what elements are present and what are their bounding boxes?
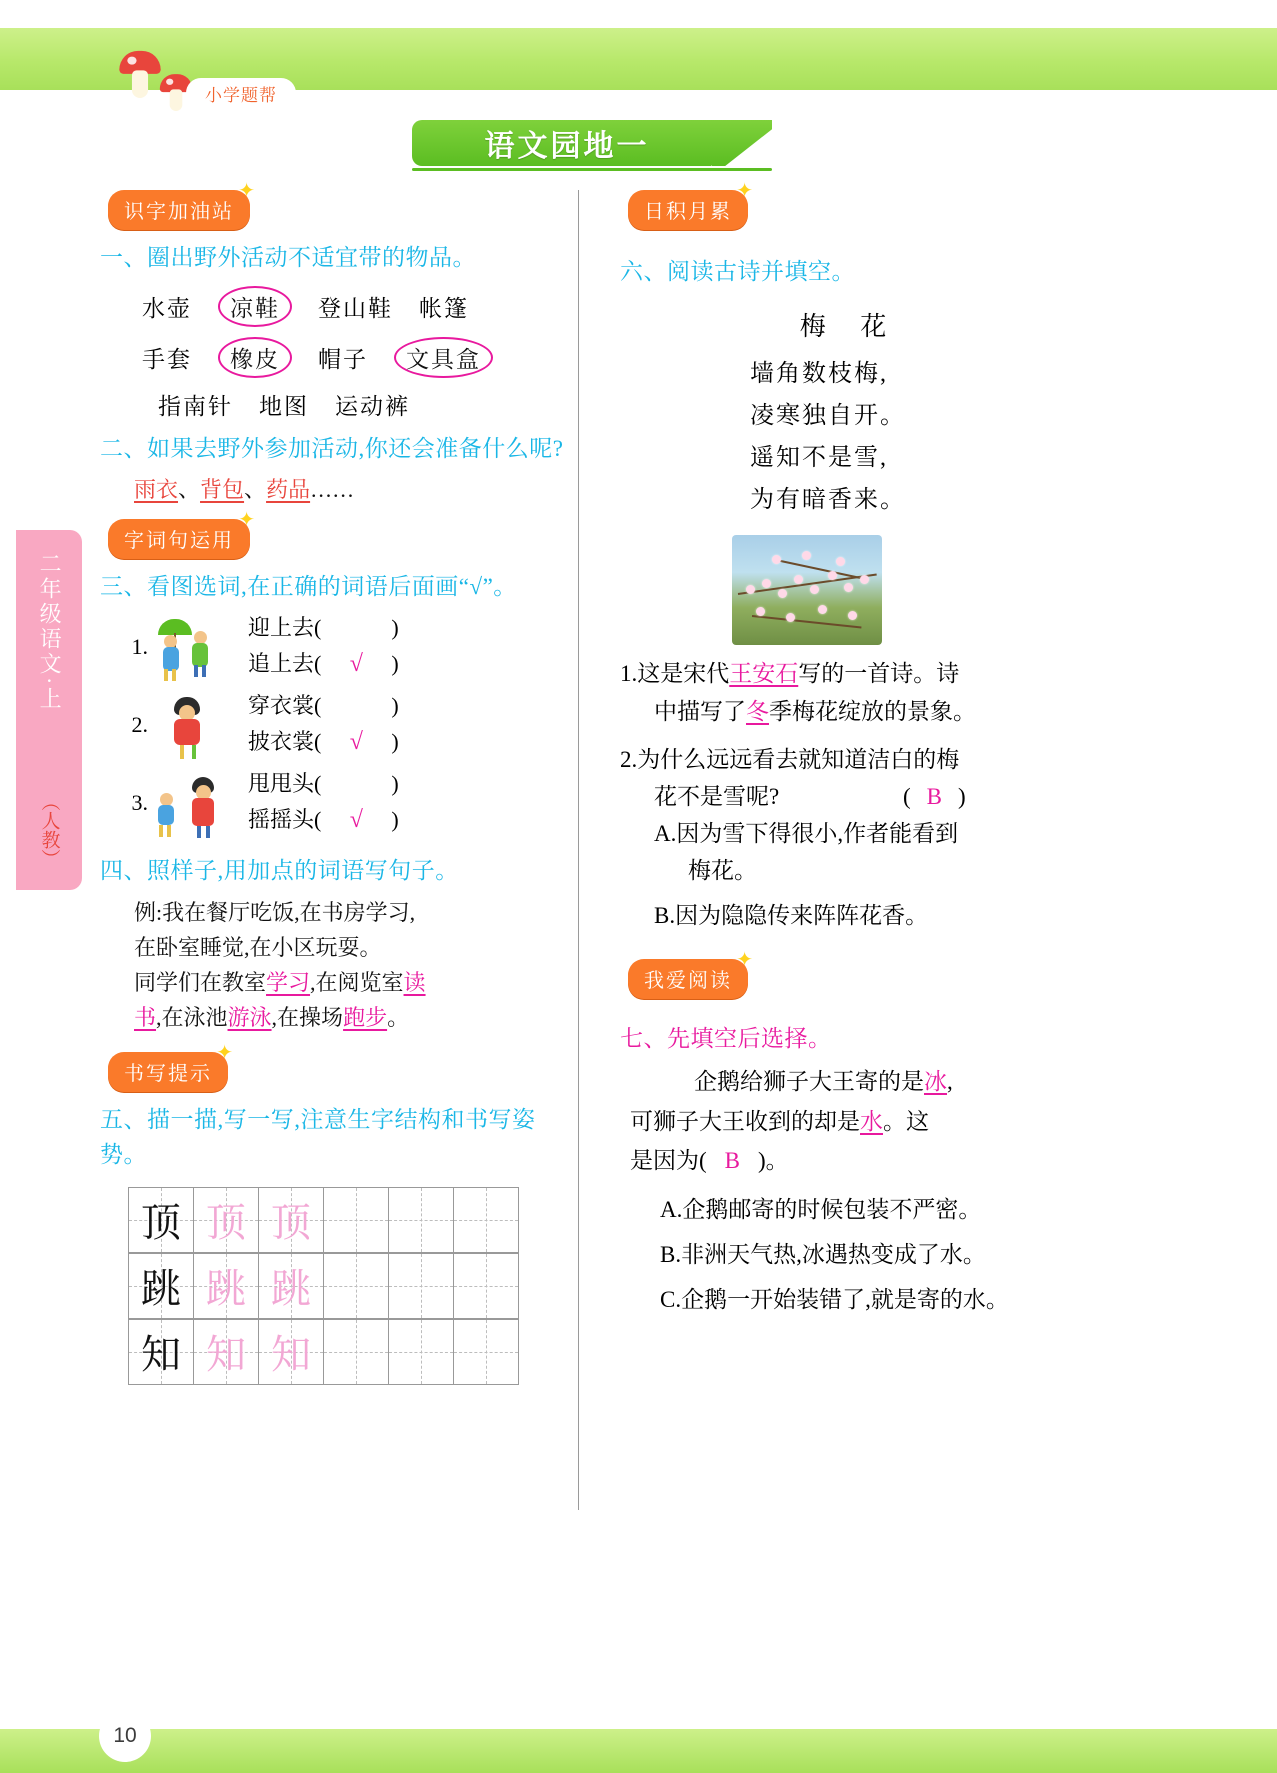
answer-text: ,在泳池 — [156, 1005, 228, 1031]
illustration-girl-coat — [154, 689, 230, 761]
item-text: 花不是雪呢? — [654, 784, 780, 810]
poem-line: 凌寒独自开。 — [750, 402, 906, 429]
grid-cell-traced — [258, 1253, 324, 1319]
star-icon: ✦ — [736, 180, 755, 202]
pick-option-close: ) — [391, 693, 399, 719]
question-4-example-line-2: 在卧室睡觉,在小区玩耍。 — [134, 934, 382, 960]
pick-option-text: 追上去( — [248, 650, 322, 676]
separator: 、 — [244, 477, 267, 503]
poem-title: 梅 花 — [799, 311, 901, 341]
item-text: 为什么远远看去就知道洁白的梅 — [637, 746, 960, 772]
word-row-1 — [142, 286, 570, 327]
answer-word: 学习 — [266, 970, 311, 996]
poem-line: 为有暗香来。 — [750, 486, 906, 513]
item-text-line-2 — [654, 778, 1080, 816]
word-item-circled: 文具盒 — [394, 337, 493, 378]
question-6-option-b — [654, 898, 1080, 935]
paragraph-text: 企鹅给狮子大王寄的是 — [694, 1069, 924, 1095]
poem-line: 遥知不是雪, — [750, 444, 888, 471]
question-7-option-b: B.非洲天气热,冰遇热变成了水。 — [660, 1241, 986, 1267]
mushroom-icon — [119, 51, 160, 99]
answer-word: 药品 — [266, 477, 311, 503]
section-pill-usage — [108, 509, 570, 559]
star-icon: ✦ — [238, 180, 257, 202]
section-pill-accumulate — [628, 180, 1080, 230]
grid-cell-empty[interactable] — [453, 1253, 519, 1319]
pick-option-tick: √ — [349, 650, 363, 677]
handwriting-grid — [128, 1187, 528, 1385]
item-text-line-2 — [654, 693, 1080, 731]
side-tab-grade: 二年级语文·上 — [37, 552, 63, 713]
question-6-item-1 — [620, 655, 1080, 731]
answer-word: 跑步 — [343, 1005, 388, 1031]
pick-item-number: 2. — [131, 712, 148, 738]
question-6-item-2 — [620, 741, 1080, 817]
grid-cell-traced — [258, 1319, 324, 1385]
option-text: 因为雪下得很小,作者能看到 — [676, 821, 959, 847]
plum-blossom-photo — [732, 535, 882, 645]
pick-option-text: 披衣裳( — [248, 728, 322, 754]
grid-char: 跳 — [271, 1266, 311, 1312]
answer-ellipsis: …… — [310, 477, 355, 503]
pick-option — [248, 611, 399, 645]
section-pill-label: 日积月累 — [644, 201, 732, 223]
pick-option-close: ) — [391, 771, 399, 797]
pick-option-tick: √ — [349, 806, 363, 833]
right-column — [620, 180, 1080, 1319]
footer-band — [0, 1729, 1277, 1773]
item-text: 季梅花绽放的景象。 — [769, 698, 976, 724]
pick-option — [248, 689, 399, 723]
question-5-heading: 五、描一描,写一写,注意生字结构和书写姿势。 — [100, 1106, 536, 1168]
pick-option-tick: √ — [349, 728, 363, 755]
pick-option-text: 迎上去( — [248, 615, 322, 641]
pick-item-2 — [114, 689, 570, 761]
word-row-2 — [142, 337, 570, 378]
pick-option-close: ) — [391, 615, 399, 641]
question-4-answer-line-2 — [134, 1000, 570, 1035]
pick-option-text: 摇摇头( — [248, 806, 322, 832]
answer-text: 同学们在教室 — [134, 970, 267, 996]
grid-cell-empty[interactable] — [388, 1187, 454, 1253]
grid-cell-traced — [193, 1319, 259, 1385]
word-row-3 — [158, 388, 570, 421]
answer-text: ,在操场 — [271, 1005, 344, 1031]
grid-cell-empty[interactable] — [388, 1253, 454, 1319]
question-7-heading: 七、先填空后选择。 — [620, 1025, 832, 1051]
grid-cell-empty[interactable] — [323, 1253, 389, 1319]
item-text: 写的一首诗。诗 — [798, 660, 960, 686]
poem-line: 墙角数枝梅, — [750, 360, 888, 387]
paragraph-text: 可狮子大王收到的却是 — [630, 1108, 860, 1134]
paragraph-text: 。这 — [883, 1108, 929, 1134]
word-item: 指南针 — [158, 393, 233, 419]
option-text: 因为隐隐传来阵阵花香。 — [675, 902, 929, 928]
separator: 、 — [178, 477, 201, 503]
question-7-paragraph-line-2 — [630, 1102, 1080, 1141]
section-pill-literacy — [108, 180, 570, 230]
grid-char: 知 — [141, 1332, 181, 1378]
pick-option-text: 穿衣裳( — [248, 693, 322, 719]
grid-char: 跳 — [141, 1266, 181, 1312]
title-underline — [412, 168, 772, 171]
answer-text: ,在阅览室 — [310, 970, 404, 996]
question-7-option-c: C.企鹅一开始装错了,就是寄的水。 — [660, 1286, 1009, 1312]
grid-cell-model — [128, 1319, 194, 1385]
item-text: 这是宋代 — [637, 660, 730, 686]
answer-word: 背包 — [200, 477, 245, 503]
pick-item-number: 1. — [131, 634, 148, 660]
word-item-circled: 凉鞋 — [218, 286, 292, 327]
page-number: 10 — [102, 1713, 148, 1759]
illustration-umbrella-pair — [154, 611, 230, 683]
pick-option — [248, 802, 399, 839]
choice-open-paren: ( — [902, 784, 911, 810]
grid-cell-model — [128, 1187, 194, 1253]
section-pill-label: 我爱阅读 — [644, 969, 732, 992]
question-7-paragraph-line-1 — [630, 1062, 1080, 1101]
choice-answer: B — [724, 1147, 741, 1173]
pick-item-1 — [114, 611, 570, 683]
grid-char: 顶 — [141, 1200, 181, 1246]
answer-word: 雨衣 — [134, 477, 179, 503]
question-4-answer-line-1 — [134, 965, 570, 1000]
word-item-circled: 橡皮 — [218, 337, 292, 378]
pick-option-close: ) — [391, 650, 399, 676]
grid-char: 跳 — [206, 1266, 246, 1312]
grid-cell-empty[interactable] — [388, 1319, 454, 1385]
word-item: 手套 — [142, 346, 192, 372]
word-item: 登山鞋 — [318, 295, 393, 321]
question-7-paragraph-line-3 — [630, 1141, 1080, 1180]
pick-option-close: ) — [391, 728, 399, 754]
choice-answer: B — [926, 784, 942, 810]
option-label: A. — [654, 821, 677, 847]
grid-cell-empty[interactable] — [453, 1319, 519, 1385]
pick-option-close: ) — [391, 806, 399, 832]
grid-row — [128, 1187, 528, 1253]
item-number: 2. — [620, 746, 638, 772]
grid-char: 知 — [206, 1332, 246, 1378]
pick-option — [248, 724, 399, 761]
illustration-child-adult — [154, 767, 230, 839]
answer-word: 冬 — [746, 698, 769, 724]
pick-item-number: 3. — [131, 790, 148, 816]
star-icon: ✦ — [736, 948, 755, 971]
section-pill-label: 书写提示 — [124, 1062, 212, 1085]
pick-option — [248, 767, 399, 801]
left-column — [100, 180, 570, 1385]
page-title-banner — [412, 120, 772, 166]
pick-option — [248, 646, 399, 683]
item-number: 1. — [620, 660, 638, 686]
grid-cell-empty[interactable] — [453, 1187, 519, 1253]
grid-row — [128, 1319, 528, 1385]
question-2-answer — [134, 472, 570, 507]
word-item: 帽子 — [318, 346, 368, 372]
question-4-example-line-1: 例:我在餐厅吃饭,在书房学习, — [134, 899, 416, 925]
question-6-heading: 六、阅读古诗并填空。 — [620, 259, 855, 284]
section-pill-label: 字词句运用 — [124, 530, 234, 553]
grid-cell-traced — [193, 1253, 259, 1319]
answer-text: 。 — [387, 1005, 410, 1031]
answer-word: 游泳 — [227, 1005, 272, 1031]
paragraph-text: )。 — [758, 1147, 789, 1173]
top-decorative-band — [0, 28, 1277, 105]
grid-char: 知 — [271, 1332, 311, 1378]
side-tab — [16, 530, 82, 890]
grid-cell-traced — [193, 1187, 259, 1253]
grid-row — [128, 1253, 528, 1319]
column-divider — [578, 190, 579, 1510]
pick-option-text: 甩甩头( — [248, 771, 322, 797]
star-icon: ✦ — [238, 509, 257, 532]
answer-word: 冰 — [924, 1069, 947, 1095]
word-item: 水壶 — [142, 295, 192, 321]
option-text-line-2: 梅花。 — [688, 858, 757, 884]
grid-char: 顶 — [206, 1200, 246, 1246]
paragraph-text: , — [947, 1069, 953, 1095]
answer-word: 王安石 — [729, 660, 799, 686]
section-pill-reading — [628, 948, 1080, 999]
item-text: 中描写了 — [654, 698, 746, 724]
paragraph-text: 是因为( — [630, 1147, 707, 1173]
grid-char: 顶 — [271, 1200, 311, 1246]
grid-cell-empty[interactable] — [323, 1187, 389, 1253]
answer-word: 读 — [403, 970, 426, 996]
brand-label: 小学题帮 — [186, 78, 296, 108]
answer-word: 水 — [860, 1108, 883, 1134]
section-pill-label: 识字加油站 — [124, 201, 234, 223]
word-item: 运动裤 — [335, 393, 410, 419]
option-label: B. — [654, 902, 676, 928]
choice-close-paren: ) — [957, 784, 966, 810]
grid-cell-traced — [258, 1187, 324, 1253]
question-6-option-a — [654, 816, 1080, 890]
question-4-heading: 四、照样子,用加点的词语写句子。 — [100, 858, 459, 884]
question-2-heading: 二、如果去野外参加活动,你还会准备什么呢? — [100, 435, 564, 461]
pick-item-3 — [114, 767, 570, 839]
page-title: 语文园地一 — [484, 130, 650, 163]
word-item: 帐篷 — [419, 295, 469, 321]
section-pill-handwriting — [108, 1041, 570, 1092]
side-tab-edition: （人教） — [38, 792, 60, 868]
question-7-option-a: A.企鹅邮寄的时候包装不严密。 — [660, 1196, 982, 1222]
question-3-heading: 三、看图选词,在正确的词语后面画“√”。 — [100, 574, 517, 600]
question-1-heading: 一、圈出野外活动不适宜带的物品。 — [100, 245, 476, 270]
answer-word: 书 — [134, 1005, 157, 1031]
word-item: 地图 — [259, 393, 309, 419]
grid-cell-model — [128, 1253, 194, 1319]
grid-cell-empty[interactable] — [323, 1319, 389, 1385]
star-icon: ✦ — [216, 1041, 235, 1064]
